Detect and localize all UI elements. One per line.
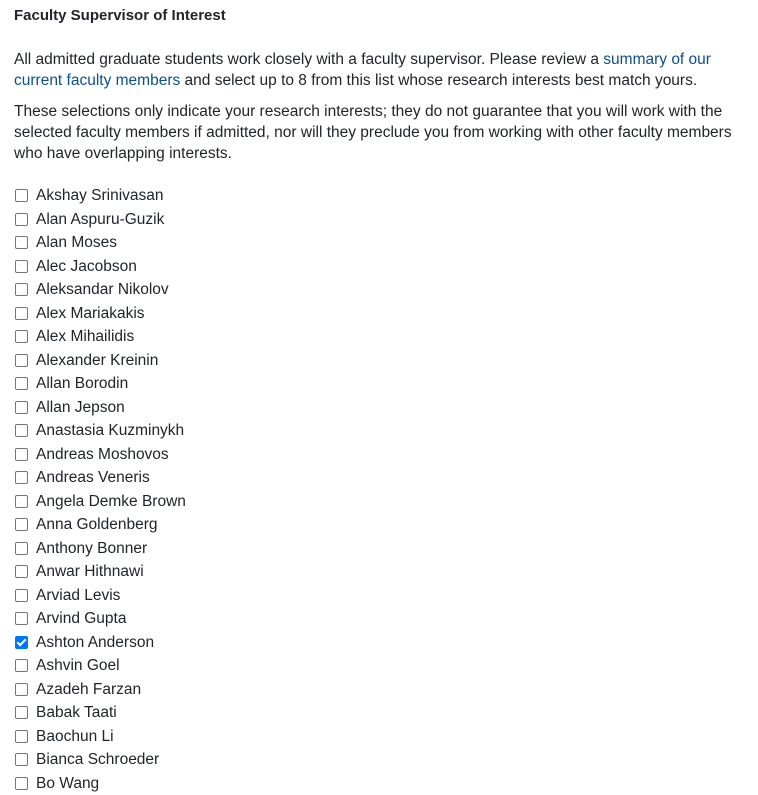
faculty-name-label[interactable]: Ashton Anderson [36, 631, 154, 654]
faculty-option[interactable] [14, 537, 744, 561]
faculty-checkbox[interactable] [15, 683, 28, 696]
faculty-name-label[interactable]: Angela Demke Brown [36, 490, 186, 513]
intro-text-before-link: All admitted graduate students work closely with a faculty supervisor. Please review a [14, 51, 603, 68]
faculty-name-label[interactable]: Anwar Hithnawi [36, 560, 144, 583]
faculty-option[interactable] [14, 255, 744, 279]
faculty-option[interactable] [14, 419, 744, 443]
faculty-option[interactable] [14, 725, 744, 749]
faculty-name-label[interactable]: Alex Mariakakis [36, 302, 145, 325]
faculty-option[interactable] [14, 443, 744, 467]
faculty-checkbox[interactable] [15, 260, 28, 273]
faculty-option[interactable] [14, 349, 744, 373]
faculty-option[interactable] [14, 631, 744, 655]
faculty-option[interactable] [14, 466, 744, 490]
section-title: Faculty Supervisor of Interest [14, 6, 744, 26]
faculty-option[interactable] [14, 584, 744, 608]
faculty-option[interactable] [14, 678, 744, 702]
faculty-option[interactable] [14, 278, 744, 302]
faculty-name-label[interactable]: Anthony Bonner [36, 537, 147, 560]
faculty-option[interactable] [14, 748, 744, 772]
faculty-name-label[interactable]: Allan Borodin [36, 372, 128, 395]
faculty-summary-link[interactable]: summary of our current faculty members [14, 51, 711, 89]
faculty-checkbox[interactable] [15, 354, 28, 367]
faculty-option[interactable] [14, 513, 744, 537]
faculty-option[interactable] [14, 325, 744, 349]
faculty-name-label[interactable]: Arviad Levis [36, 584, 120, 607]
faculty-option[interactable] [14, 184, 744, 208]
faculty-checkbox[interactable] [15, 213, 28, 226]
faculty-checkbox[interactable] [15, 424, 28, 437]
faculty-option[interactable] [14, 654, 744, 678]
faculty-name-label[interactable]: Aleksandar Nikolov [36, 278, 169, 301]
disclaimer-paragraph: These selections only indicate your research interests; they do not guarantee that you will work with the selected faculty members if admitted, nor will they preclude you from working with other faculty members who have overlapping interests. [14, 101, 744, 164]
faculty-option[interactable] [14, 231, 744, 255]
faculty-name-label[interactable]: Anna Goldenberg [36, 513, 158, 536]
faculty-checkbox[interactable] [15, 330, 28, 343]
faculty-name-label[interactable]: Baochun Li [36, 725, 114, 748]
faculty-checkbox[interactable] [15, 706, 28, 719]
faculty-name-label[interactable]: Azadeh Farzan [36, 678, 141, 701]
faculty-checkbox[interactable] [15, 730, 28, 743]
faculty-name-label[interactable]: Alexander Kreinin [36, 349, 158, 372]
faculty-name-label[interactable]: Anastasia Kuzminykh [36, 419, 184, 442]
faculty-checkbox[interactable] [15, 518, 28, 531]
faculty-checkbox[interactable] [15, 189, 28, 202]
faculty-name-label[interactable]: Bianca Schroeder [36, 748, 159, 771]
faculty-option[interactable] [14, 701, 744, 725]
faculty-option[interactable] [14, 772, 744, 795]
faculty-checkbox[interactable] [15, 471, 28, 484]
faculty-name-label[interactable]: Andreas Moshovos [36, 443, 169, 466]
faculty-option[interactable] [14, 607, 744, 631]
faculty-checkbox[interactable] [15, 612, 28, 625]
faculty-name-label[interactable]: Bo Wang [36, 772, 99, 795]
faculty-checkbox[interactable] [15, 589, 28, 602]
faculty-name-label[interactable]: Andreas Veneris [36, 466, 150, 489]
faculty-name-label[interactable]: Ashvin Goel [36, 654, 120, 677]
faculty-option[interactable] [14, 372, 744, 396]
faculty-checkbox[interactable] [15, 495, 28, 508]
faculty-checkbox[interactable] [15, 377, 28, 390]
intro-paragraph [14, 49, 744, 91]
intro-text-after-link: and select up to 8 from this list whose research interests best match yours. [180, 72, 697, 89]
faculty-checkbox-list [14, 184, 744, 795]
faculty-checkbox[interactable] [15, 659, 28, 672]
faculty-name-label[interactable]: Allan Jepson [36, 396, 125, 419]
faculty-checkbox[interactable] [15, 283, 28, 296]
faculty-checkbox[interactable] [15, 307, 28, 320]
faculty-name-label[interactable]: Alan Moses [36, 231, 117, 254]
faculty-name-label[interactable]: Arvind Gupta [36, 607, 126, 630]
faculty-checkbox[interactable] [15, 542, 28, 555]
faculty-name-label[interactable]: Alex Mihailidis [36, 325, 134, 348]
faculty-checkbox[interactable] [15, 236, 28, 249]
faculty-option[interactable] [14, 396, 744, 420]
faculty-checkbox[interactable] [15, 753, 28, 766]
faculty-name-label[interactable]: Alec Jacobson [36, 255, 137, 278]
faculty-checkbox-checked[interactable] [15, 636, 28, 649]
faculty-option[interactable] [14, 490, 744, 514]
faculty-option[interactable] [14, 208, 744, 232]
faculty-option[interactable] [14, 560, 744, 584]
faculty-checkbox[interactable] [15, 448, 28, 461]
faculty-checkbox[interactable] [15, 401, 28, 414]
faculty-checkbox[interactable] [15, 777, 28, 790]
faculty-name-label[interactable]: Alan Aspuru-Guzik [36, 208, 164, 231]
faculty-option[interactable] [14, 302, 744, 326]
faculty-name-label[interactable]: Akshay Srinivasan [36, 184, 164, 207]
faculty-name-label[interactable]: Babak Taati [36, 701, 117, 724]
faculty-checkbox[interactable] [15, 565, 28, 578]
